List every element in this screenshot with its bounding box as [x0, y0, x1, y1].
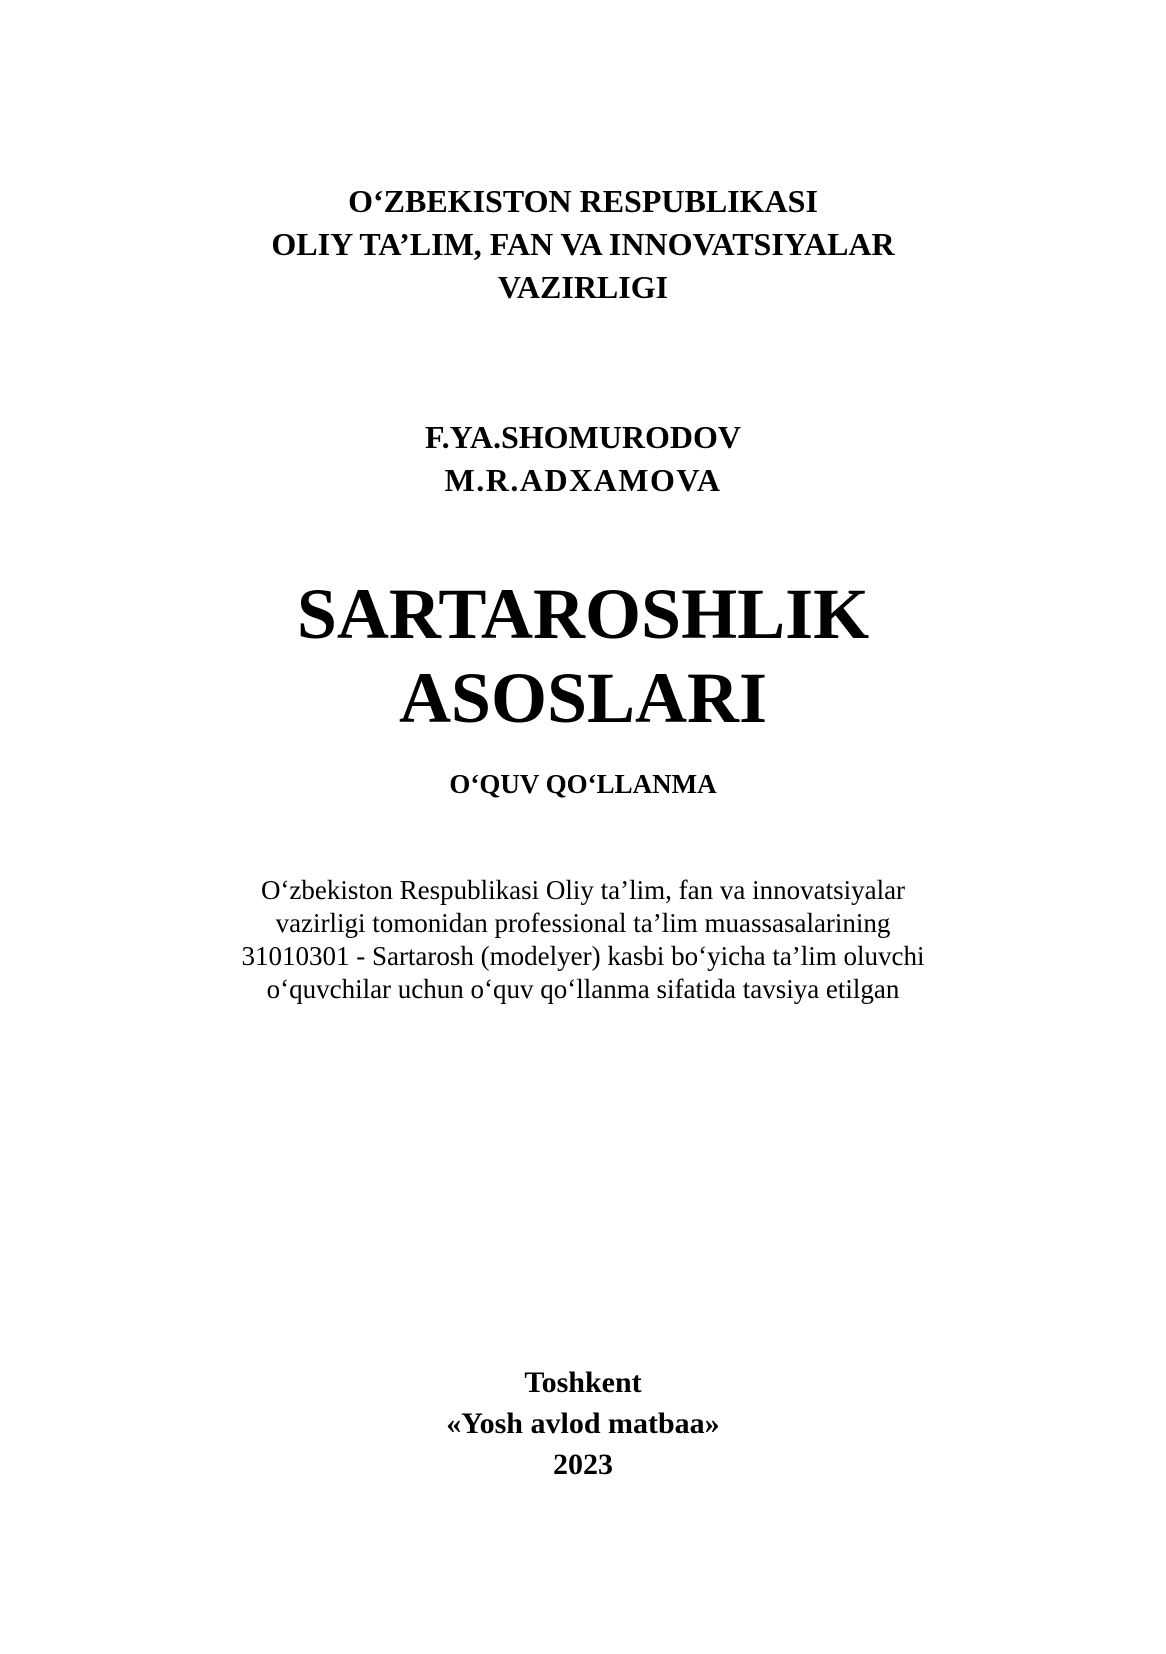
imprint-block [0, 1362, 1166, 1485]
ministry-line: VAZIRLIGI [497, 269, 669, 305]
document-type [0, 767, 1166, 801]
author-name: F.YA.SHOMURODOV [425, 419, 741, 455]
title-line: SARTAROSHLIK [296, 574, 870, 654]
imprint-city: Toshkent [524, 1366, 642, 1399]
ministry-header [0, 180, 1166, 309]
book-title [0, 572, 1166, 740]
recommendation-statement [0, 874, 1166, 1006]
title-line: ASOSLARI [398, 658, 768, 738]
ministry-line: O‘ZBEKISTON RESPUBLIKASI [348, 183, 818, 219]
ministry-line: OLIY TA’LIM, FAN VA INNOVATSIYALAR [271, 226, 895, 262]
imprint-publisher: «Yosh avlod matbaa» [446, 1407, 720, 1440]
author-name: M.R.ADXAMOVA [444, 462, 722, 498]
document-type-label: O‘QUV QO‘LLANMA [449, 769, 717, 799]
authors-block [0, 416, 1166, 502]
imprint-year: 2023 [553, 1448, 613, 1481]
recommendation-line: vazirligi tomonidan professional ta’lim muassasalarining [275, 908, 891, 938]
recommendation-line: o‘quvchilar uchun o‘quv qo‘llanma sifatida tavsiya etilgan [266, 974, 900, 1004]
recommendation-line: 31010301 - Sartarosh (modelyer) kasbi bo‘yicha ta’lim oluvchi [241, 941, 925, 971]
recommendation-line: O‘zbekiston Respublikasi Oliy ta’lim, fan va innovatsiyalar [260, 875, 906, 905]
